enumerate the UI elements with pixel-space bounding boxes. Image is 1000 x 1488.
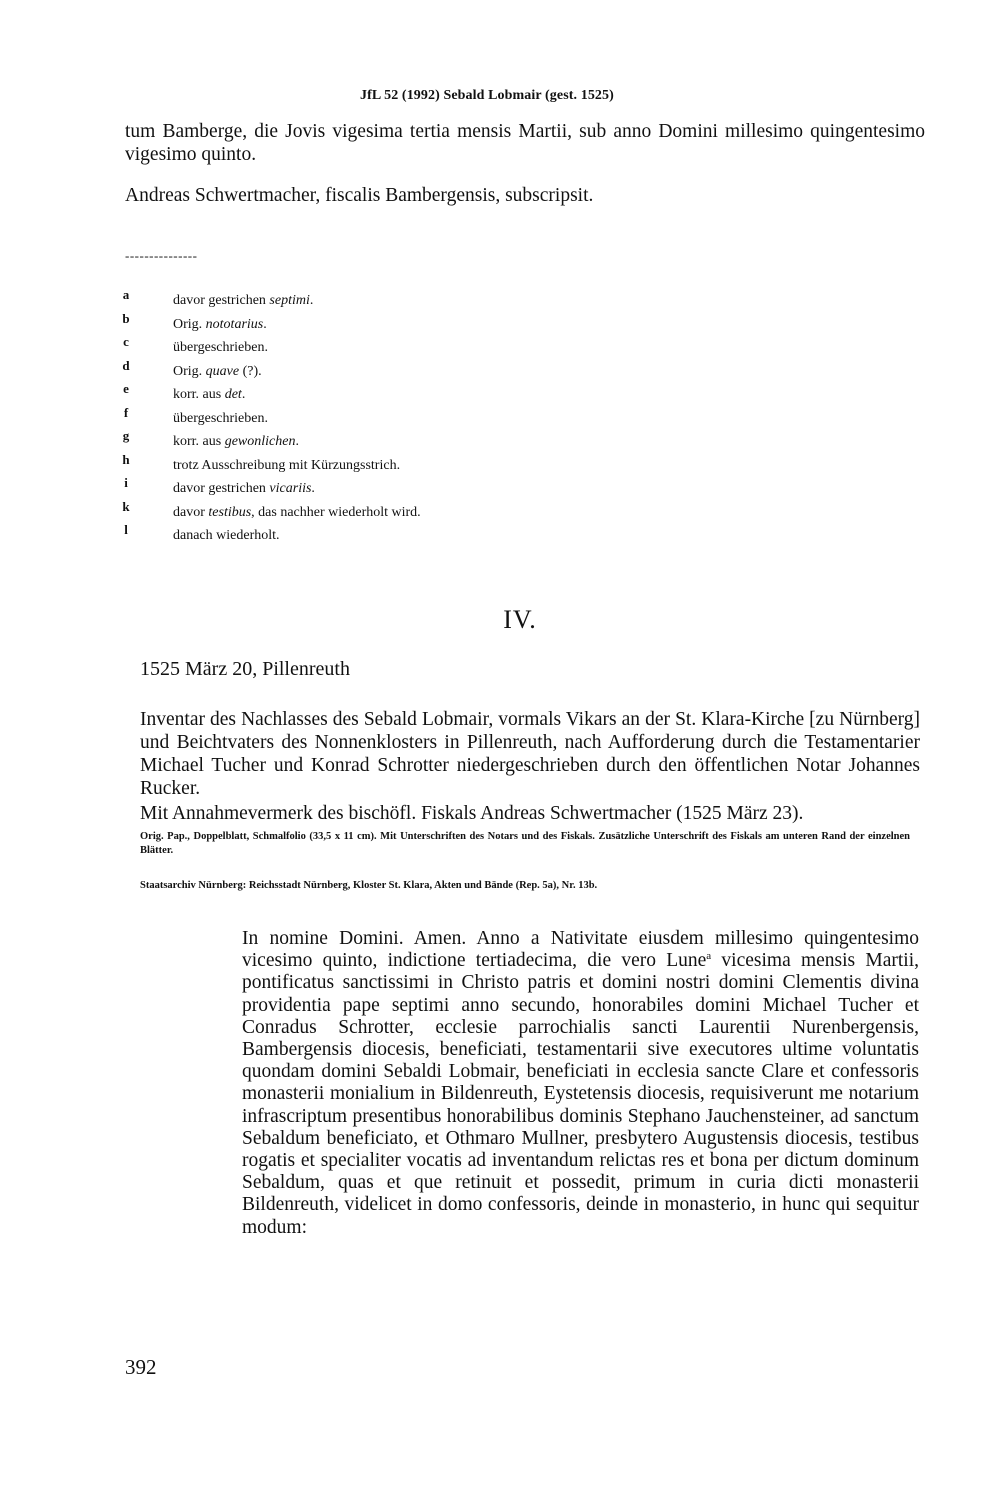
page-number: 392 bbox=[125, 1355, 157, 1379]
footnote-list bbox=[120, 287, 620, 546]
footnote bbox=[120, 381, 620, 405]
closing-paragraph: tum Bamberge, die Jovis vigesima tertia mensis Martii, sub anno Domini millesimo quingentesimo vigesimo quinto. bbox=[125, 121, 925, 165]
footnote-text: Orig. quave (?). bbox=[173, 363, 262, 379]
original-description: Orig. Pap., Doppelblatt, Schmalfolio (33,5 x 11 cm). Mit Unterschriften des Notars und des Fiskals. Zusätzliche Unterschrift des Fiskals am unteren Rand der einzelnen Blätter. bbox=[140, 831, 910, 856]
footnote bbox=[120, 334, 620, 358]
footnote-mark: h bbox=[122, 451, 130, 467]
footnote bbox=[120, 287, 620, 311]
footnote-mark: d bbox=[122, 357, 130, 373]
footnote-text: Orig. nototarius. bbox=[173, 316, 267, 332]
footnote-mark: e bbox=[123, 381, 129, 396]
footnote-text: trotz Ausschreibung mit Kürzungsstrich. bbox=[173, 457, 401, 473]
regest-note: Mit Annahmevermerk des bischöfl. Fiskals Andreas Schwertmacher (1525 März 23). bbox=[140, 803, 804, 824]
footnote-text: davor testibus, das nachher wiederholt wird. bbox=[173, 504, 421, 520]
archive-reference: Staatsarchiv Nürnberg: Reichsstadt Nürnberg, Kloster St. Klara, Akten und Bände (Rep. 5a), Nr. 13b. bbox=[140, 880, 598, 891]
footnote-mark: k bbox=[122, 498, 130, 514]
regest-summary: Inventar des Nachlasses des Sebald Lobmair, vormals Vikars an der St. Klara-Kirche [zu Nürnberg] und Beichtvaters des Nonnenklosters in Pillenreuth, nach Aufforderung durch die Testamentarier Michael Tucher und Konrad Schrotter niedergeschrieben durch den öffentlichen Notar Johannes Rucker. bbox=[140, 709, 920, 799]
footnote-mark: i bbox=[124, 475, 128, 490]
footnote bbox=[120, 522, 620, 546]
running-header: JfL 52 (1992) Sebald Lobmair (gest. 1525) bbox=[360, 88, 614, 103]
footnote bbox=[120, 428, 620, 452]
footnote-text: übergeschrieben. bbox=[173, 340, 268, 355]
section-number: IV. bbox=[503, 605, 537, 634]
footnote-text: davor gestrichen vicariis. bbox=[173, 481, 315, 496]
footnote-mark: l bbox=[124, 522, 128, 537]
document-dateline: 1525 März 20, Pillenreuth bbox=[140, 658, 350, 680]
footnote-mark: a bbox=[122, 287, 130, 302]
footnote-separator: --------------- bbox=[125, 248, 198, 263]
footnote-mark: g bbox=[122, 428, 130, 443]
edition-text: In nomine Domini. Amen. Anno a Nativitate eiusdem millesimo quingentesimo vicesimo quinto, indictione tertiadecima, die vero Lune$^a$ vicesima mensis Martii, pontificatus sanctissimi in Christo patris et domini nostri domini Clementis divina providentia pape septimi anno secundo, honorabiles domini Michael Tucher et Conradus Schrotter, ecclesie parrochialis sancti Laurentii Nurenbergensis, Bambergensis diocesis, beneficiati, testamentarii sive executores ultime voluntatis quondam domini Sebaldi Lobmair, beneficiati in ecclesia sancte Clare et confessoris monasterii monialium in Bildenreuth, Eystetensis diocesis, requisiverunt me notarium infrascriptum presentibus honorabilibus dominis Stephano Jauchensteiner, ad sanctum Sebaldum beneficiato, et Othmaro Mullner, presbytero Augustensis diocesis, testibus rogatis et specialiter vocatis ad inventandum relictas res et bona per dictum dominum Sebaldum, quas et que retinuit et possedit, primum in curia dicti monasterii Bildenreuth, videlicet in domo confessoris, deinde in monasterio, in hunc qui sequitur modum: bbox=[242, 928, 919, 1238]
footnote-mark: c bbox=[123, 334, 129, 349]
footnote-reference: a bbox=[706, 950, 712, 963]
footnote-text: korr. aus det. bbox=[173, 387, 246, 402]
footnote bbox=[120, 475, 620, 499]
footnote-mark: f bbox=[123, 404, 129, 420]
footnote-mark: b bbox=[122, 310, 130, 326]
footnote bbox=[120, 311, 620, 335]
footnote-text: danach wiederholt. bbox=[173, 528, 280, 543]
subscription-line: Andreas Schwertmacher, fiscalis Bambergensis, subscripsit. bbox=[125, 185, 594, 206]
footnote-text: davor gestrichen septimi. bbox=[173, 293, 314, 308]
footnote-text: übergeschrieben. bbox=[173, 410, 268, 426]
footnote bbox=[120, 405, 620, 429]
footnote bbox=[120, 452, 620, 476]
footnote bbox=[120, 499, 620, 523]
footnote bbox=[120, 358, 620, 382]
footnote-text: korr. aus gewonlichen. bbox=[173, 434, 299, 449]
